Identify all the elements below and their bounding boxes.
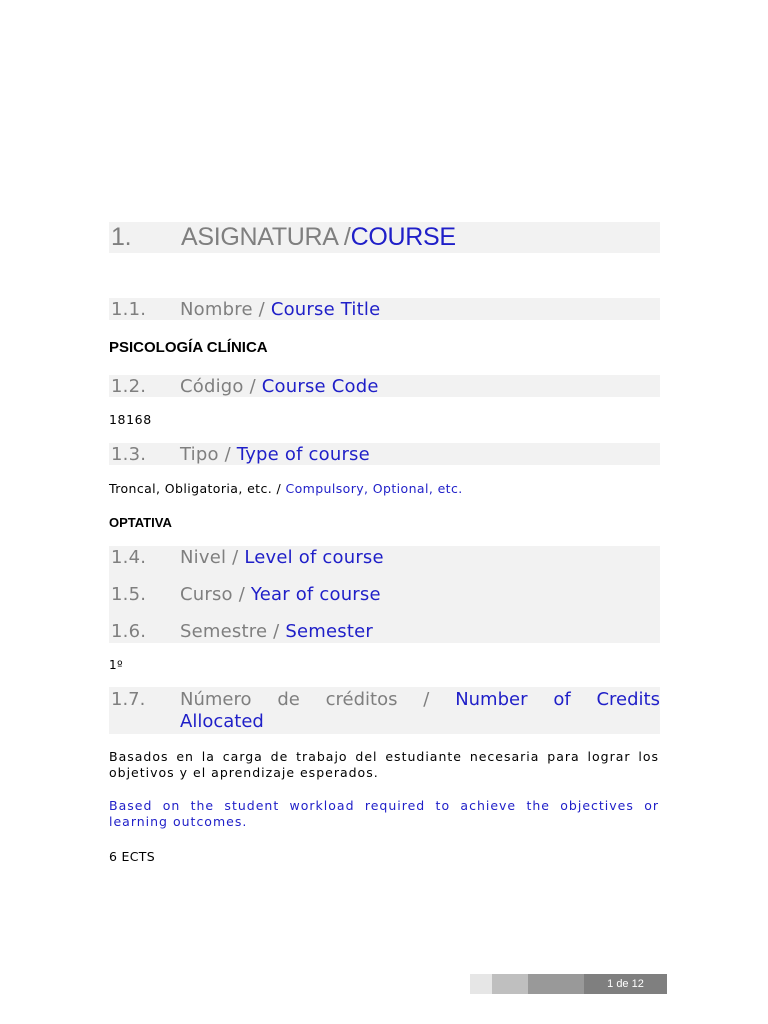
type-note [109, 481, 463, 496]
semester-value: 1º [109, 658, 124, 672]
credits-word: Número [180, 688, 252, 710]
subheading-label-es: Tipo / [180, 443, 231, 465]
subheading-label-en: Semester [285, 620, 373, 642]
subheading-number: 1.7. [111, 688, 146, 710]
subheading-label-en: Type of course [236, 443, 370, 465]
subheading-label-es: Nombre / [180, 298, 265, 320]
subheading-label-es: Código / [180, 375, 256, 397]
subheading-number: 1.5. [111, 583, 147, 605]
subheading-number: 1.6. [111, 620, 147, 642]
subheading-number: 1.2. [111, 375, 147, 397]
subheading-label-es: Semestre / [180, 620, 280, 642]
credits-word-en: of [553, 688, 571, 710]
credits-word-en: Number [455, 688, 528, 710]
type-note-en: Compulsory, Optional, etc. [285, 481, 463, 496]
credits-description-es: Basados en la carga de trabajo del estudiante necesaria para lograr los objetivos y el aprendizaje esperados. [109, 749, 659, 780]
section-heading-course [109, 222, 660, 253]
subheading-level-of-course [109, 546, 660, 568]
pager-bar-dark [528, 974, 584, 994]
subheading-label-en: Level of course [244, 546, 384, 568]
subheading-label-en: Course Code [261, 375, 379, 397]
course-title-value: PSICOLOGÍA CLÍNICA [109, 339, 268, 356]
subheading-label-es: Nivel / [180, 546, 239, 568]
subheading-semester [109, 620, 660, 642]
credits-description-en: Based on the student workload required to achieve the objectives or learning outcomes. [109, 798, 659, 829]
subheading-number: 1.3. [111, 443, 147, 465]
page-indicator [470, 974, 667, 994]
subheading-number: 1.4. [111, 546, 147, 568]
subheading-year-of-course [109, 583, 660, 605]
type-note-es: Troncal, Obligatoria, etc. / [109, 481, 286, 496]
credits-word-en: Credits [596, 688, 660, 710]
credits-word: / [423, 688, 430, 710]
type-of-course-value: OPTATIVA [109, 515, 172, 530]
credits-word: créditos [325, 688, 398, 710]
subheading-course-title [109, 298, 660, 320]
page-number-label: 1 de 12 [584, 974, 667, 994]
subheading-number-of-credits [109, 687, 660, 734]
section-label-es: ASIGNATURA / [181, 223, 351, 251]
subheading-number: 1.1. [111, 298, 147, 320]
subheading-type-of-course [109, 443, 660, 465]
credits-heading-line1 [111, 688, 660, 710]
section-number: 1. [111, 223, 132, 251]
credits-heading-line2: Allocated [180, 711, 264, 732]
subheading-course-code [109, 375, 660, 397]
section-label-en: COURSE [350, 223, 456, 251]
subheading-label-en: Year of course [250, 583, 381, 605]
credits-heading-words [180, 689, 660, 710]
credits-word: de [277, 688, 300, 710]
subheading-label-en: Course Title [270, 298, 381, 320]
pager-bar-mid [492, 974, 528, 994]
pager-bar-light [470, 974, 492, 994]
subheading-label-es: Curso / [180, 583, 245, 605]
course-code-value: 18168 [109, 412, 152, 427]
credits-value: 6 ECTS [109, 849, 155, 864]
